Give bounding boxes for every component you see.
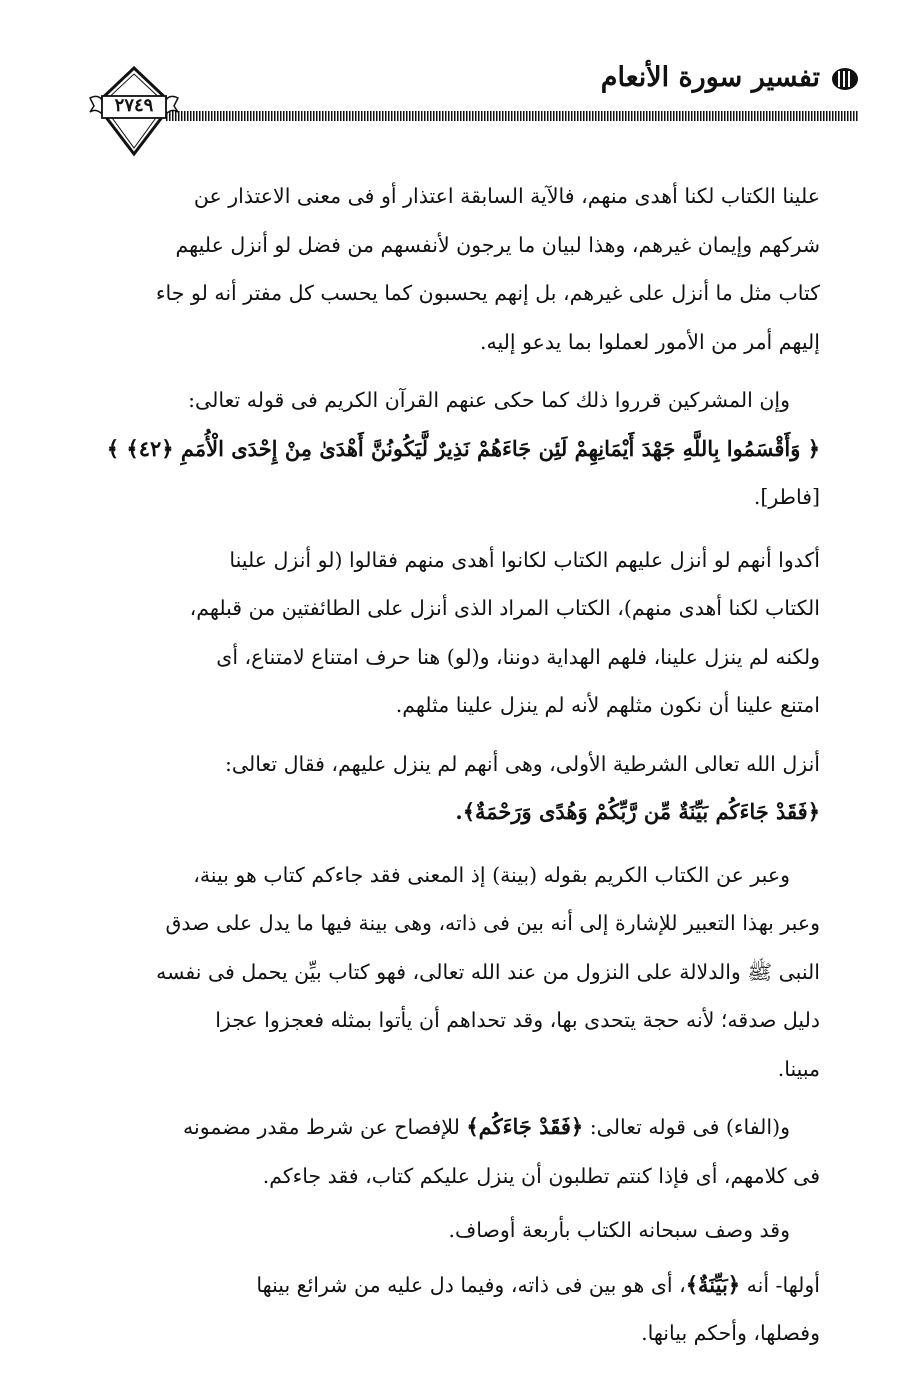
paragraph-6: [102, 1103, 820, 1200]
page-header: [88, 62, 858, 162]
text-line: مبينا.: [777, 1056, 820, 1081]
paragraph-2: [102, 376, 820, 522]
text-line: وفصلها، وأحكم بيانها.: [641, 1321, 820, 1345]
text-line: دليل صدقه؛ لأنه حجة يتحدى بها، وقد تحداهم أن يأتوا بمثله فعجزوا عجزا: [215, 1008, 820, 1032]
surah-reference: [فاطر].: [753, 485, 820, 509]
text-line: ولكنه لم ينزل علينا، فلهم الهداية دوننا، و(لو) هنا حرف امتناع لامتناع، أى: [216, 644, 820, 669]
text-line: [102, 1103, 820, 1152]
text-run: ، أى هو بين فى ذاته، وفيما دل عليه من شرائع بينها: [256, 1272, 686, 1297]
text-line: أكدوا أنهم لو أنزل عليهم الكتاب لكانوا أهدى منهم فقالوا (لو أنزل علينا: [229, 547, 820, 572]
header-rule: [166, 111, 858, 121]
quran-verse: ﴿فَقَدْ جَاءَكُم بَيِّنَةٌ مِّن رَّبِّكُمْ وَهُدًى وَرَحْمَةٌ﴾.: [455, 799, 820, 824]
text-line: وعبر بهذا التعبير للإشارة إلى أنه بين فى ذاته، وهى بينة فيها ما يدل على صدق: [165, 911, 820, 935]
text-line: الكتاب لكنا أهدى منهم)، الكتاب المراد الذى أنزل على الطائفتين من قبلهم،: [189, 596, 820, 620]
text-line: علينا الكتاب لكنا أهدى منهم، فالآية السابقة اعتذار أو فى معنى الاعتذار عن: [193, 184, 820, 208]
text-line: كتاب مثل ما أنزل على غيرهم، بل إنهم يحسبون كما يحسب كل مفتر أنه لو جاء: [155, 281, 820, 305]
text-run: للإفصاح عن شرط مقدر مضمونه: [183, 1115, 460, 1139]
quran-verse: ﴿ وَأَقْسَمُوا بِاللَّهِ جَهْدَ أَيْمَانِهِمْ لَئِن جَاءَهُمْ نَذِيرٌ لَّيَكُونُنَّ أَهْدَىٰ مِنْ إِحْدَى الْأُمَمِ ﴿٤٢﴾ ﴾: [106, 435, 820, 461]
text-line: النبى ﷺ والدلالة على النزول من عند الله تعالى، فهو كتاب بيِّن يحمل فى نفسه: [156, 959, 820, 984]
header-bullet-icon: [832, 68, 858, 90]
text-line: إليهم أمر من الأمور لعملوا بما يدعو إليه.: [479, 329, 820, 354]
page-body: [102, 172, 820, 1358]
text-line: شركهم وإيمان غيرهم، وهذا لبيان ما يرجون لأنفسهم من فضل لو أنزل عليهم: [175, 232, 820, 257]
paragraph-5: [102, 851, 820, 1094]
paragraph-4: [102, 740, 820, 837]
text-run: أولها- أنه: [746, 1272, 820, 1297]
paragraph-3: [102, 536, 820, 730]
paragraph-7: [102, 1206, 820, 1255]
text-line: [102, 1261, 820, 1310]
running-title: تفسير سورة الأنعام: [600, 62, 820, 93]
text-line: وقد وصف سبحانه الكتاب بأربعة أوصاف.: [448, 1218, 790, 1242]
page-number-badge: [88, 62, 180, 162]
text-line: أنزل الله تعالى الشرطية الأولى، وهى أنهم لم ينزل عليهم، فقال تعالى:: [224, 751, 820, 776]
paragraph-1: [102, 172, 820, 366]
text-run: و(الفاء) فى قوله تعالى:: [589, 1115, 790, 1139]
text-line: وعبر عن الكتاب الكريم بقوله (بينة) إذ المعنى فقد جاءكم كتاب هو بينة،: [193, 862, 790, 887]
quran-verse: ﴿بَيِّنَةٌ﴾: [685, 1271, 741, 1297]
quran-verse: ﴿فَقَدْ جَاءَكُم﴾: [466, 1114, 584, 1139]
text-line: فى كلامهم، أى فإذا كنتم تطلبون أن ينزل عليكم كتاب، فقد جاءكم.: [262, 1163, 820, 1188]
page-number: ٢٧٤٩: [114, 95, 154, 116]
text-line: وإن المشركين قرروا ذلك كما حكى عنهم القرآن الكريم فى قوله تعالى:: [188, 388, 790, 412]
paragraph-8: [102, 1261, 820, 1358]
text-line: امتنع علينا أن نكون مثلهم لأنه لم ينزل علينا مثلهم.: [395, 693, 820, 717]
